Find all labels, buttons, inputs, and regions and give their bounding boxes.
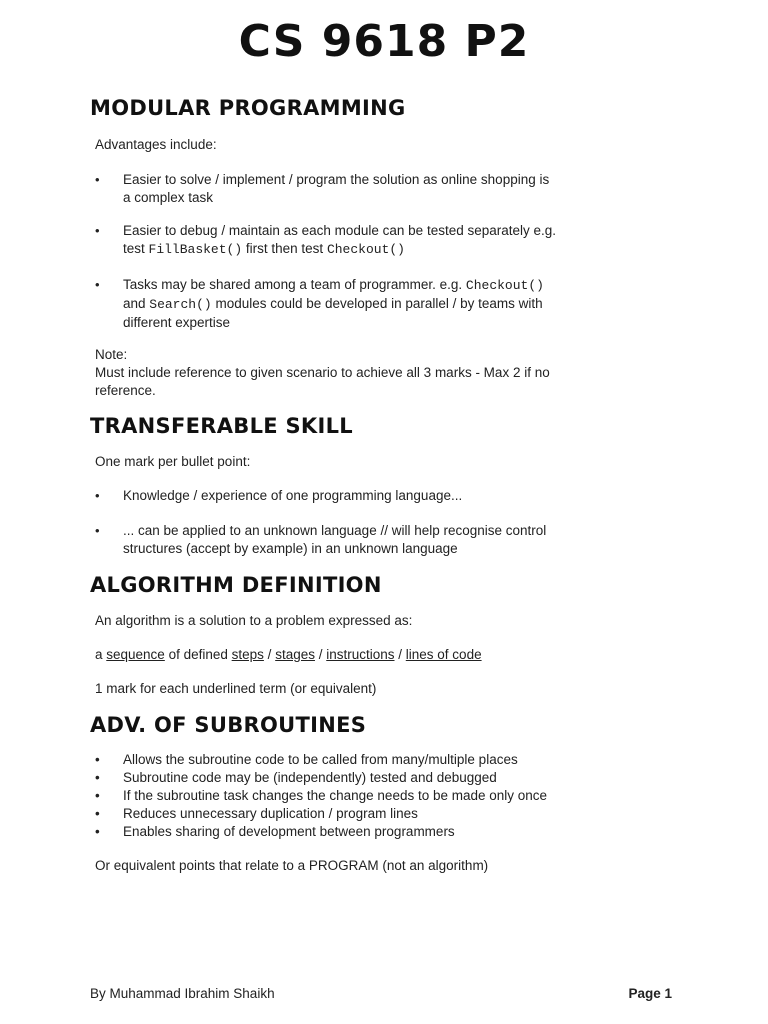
bullet-dot: • <box>95 277 100 292</box>
modular-bullet-3-line-1 <box>123 276 593 295</box>
footer-author: By Muhammad Ibrahim Shaikh <box>90 986 275 1001</box>
text-fragment: of defined <box>164 647 232 662</box>
modular-bullet-1 <box>95 171 595 207</box>
modular-bullet-2-line-2 <box>123 240 593 259</box>
section-heading-transferable-skill: TRANSFERABLE SKILL <box>90 414 353 438</box>
code-checkout: Checkout() <box>465 278 544 293</box>
bullet-dot: • <box>95 488 100 503</box>
text-fragment: first then test <box>242 241 327 256</box>
code-search: Search() <box>149 297 212 312</box>
bullet-dot: • <box>95 752 100 767</box>
section-heading-modular-programming: MODULAR PROGRAMMING <box>90 96 406 120</box>
modular-bullet-1-line-1: Easier to solve / implement / program the solution as online shopping is <box>123 172 550 187</box>
text-fragment: / <box>263 647 276 662</box>
note-line-1: Must include reference to given scenario to achieve all 3 marks - Max 2 if no <box>95 365 550 380</box>
bullet-dot: • <box>95 523 100 538</box>
list-item-text: Reduces unnecessary duplication / program lines <box>123 806 418 821</box>
transferable-bullet-1-text: Knowledge / experience of one programming language... <box>123 488 463 503</box>
subroutines-list <box>95 751 615 841</box>
text-fragment: modules could be developed in parallel / by teams with <box>211 296 543 311</box>
modular-intro: Advantages include: <box>95 137 217 152</box>
bullet-dot: • <box>95 172 100 187</box>
term-sequence: sequence <box>106 647 165 662</box>
modular-bullet-1-line-2: a complex task <box>123 190 214 205</box>
bullet-dot: • <box>95 223 100 238</box>
transferable-bullet-2-line-1: ... can be applied to an unknown language // will help recognise control <box>123 523 547 538</box>
algorithm-definition <box>95 646 595 664</box>
list-item-text: If the subroutine task changes the change needs to be made only once <box>123 788 548 803</box>
transferable-bullet-2 <box>95 522 595 558</box>
transferable-bullet-1 <box>95 487 595 505</box>
code-fillbasket: FillBasket() <box>148 242 243 257</box>
footer-page-number: Page 1 <box>628 986 672 1001</box>
text-fragment: / <box>394 647 406 662</box>
list-item <box>95 787 615 805</box>
term-lines-of-code: lines of code <box>405 647 482 662</box>
modular-bullet-3-line-2 <box>123 295 593 314</box>
section-heading-subroutines: ADV. OF SUBROUTINES <box>90 713 367 737</box>
bullet-dot: • <box>95 824 100 839</box>
algorithm-intro: An algorithm is a solution to a problem expressed as: <box>95 613 413 628</box>
list-item-text: Subroutine code may be (independently) tested and debugged <box>123 770 497 785</box>
note-line-2: reference. <box>95 383 156 398</box>
note-label: Note: <box>95 347 128 362</box>
bullet-dot: • <box>95 770 100 785</box>
subroutines-note: Or equivalent points that relate to a PROGRAM (not an algorithm) <box>95 858 489 873</box>
term-steps: steps <box>231 647 264 662</box>
list-item <box>95 751 615 769</box>
modular-bullet-3 <box>95 276 595 330</box>
bullet-dot: • <box>95 788 100 803</box>
term-stages: stages <box>275 647 315 662</box>
text-fragment: test <box>123 241 149 256</box>
list-item <box>95 769 615 787</box>
bullet-dot: • <box>95 806 100 821</box>
transferable-intro: One mark per bullet point: <box>95 454 251 469</box>
list-item <box>95 805 615 823</box>
text-fragment: and <box>123 296 150 311</box>
modular-bullet-2-line-1: Easier to debug / maintain as each module can be tested separately e.g. <box>123 223 557 238</box>
text-fragment: Tasks may be shared among a team of programmer. e.g. <box>123 277 466 292</box>
list-item-text: Enables sharing of development between programmers <box>123 824 455 839</box>
modular-bullet-2 <box>95 222 595 258</box>
term-instructions: instructions <box>326 647 395 662</box>
modular-note <box>95 346 595 400</box>
text-fragment: a <box>95 647 107 662</box>
list-item <box>95 823 615 841</box>
algorithm-mark-note: 1 mark for each underlined term (or equivalent) <box>95 681 377 696</box>
section-heading-algorithm-definition: ALGORITHM DEFINITION <box>90 573 382 597</box>
transferable-bullet-2-line-2: structures (accept by example) in an unknown language <box>123 541 458 556</box>
code-checkout: Checkout() <box>326 242 405 257</box>
text-fragment: / <box>314 647 327 662</box>
modular-bullet-3-line-3: different expertise <box>123 315 231 330</box>
list-item-text: Allows the subroutine code to be called from many/multiple places <box>123 752 518 767</box>
page-title: CS 9618 P2 <box>238 16 530 67</box>
